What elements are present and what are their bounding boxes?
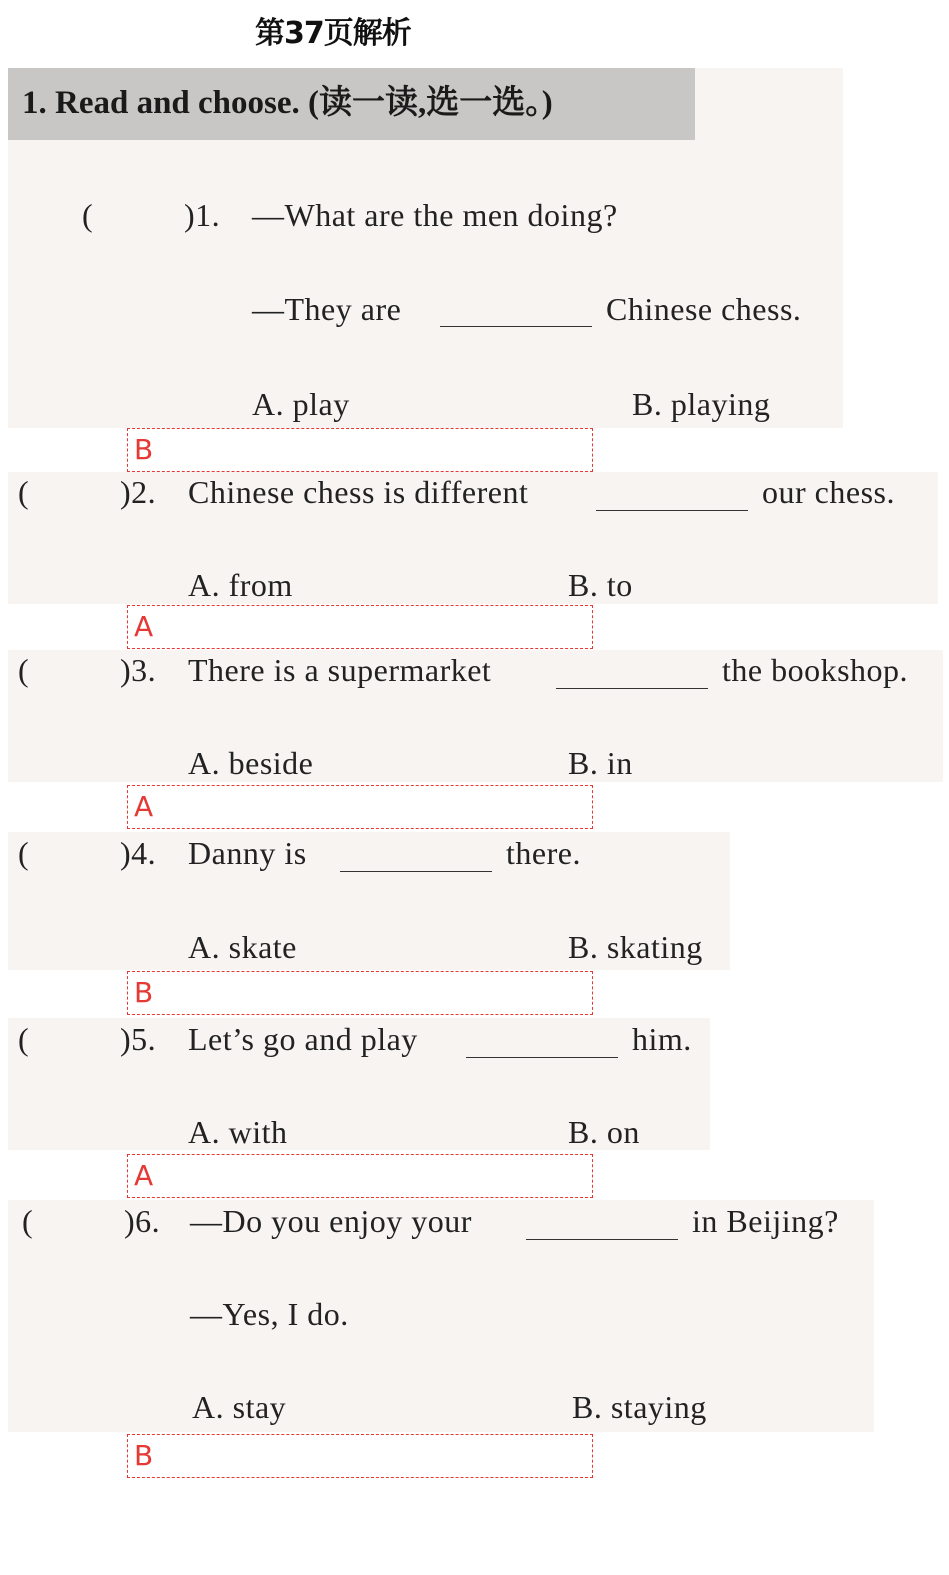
option-a: A. beside [188,745,314,781]
answer-box [127,428,593,472]
question-stem: Chinese chess is different [188,474,529,510]
question-stem: —What are the men doing? [252,197,618,233]
question-stem-end: there. [506,835,581,871]
answer-blank [556,688,708,689]
answer-paren-open: ( [18,1021,30,1057]
option-a: A. with [188,1114,288,1150]
question-stem-line2: —Yes, I do. [190,1296,349,1332]
answer-text: A [134,790,154,823]
answer-paren-open: ( [82,197,94,233]
question-number: )6. [124,1203,161,1239]
question-stem-line2: —They are [252,291,402,327]
option-b: B. playing [632,386,771,422]
answer-box [127,1154,593,1198]
option-a: A. play [252,386,350,422]
option-a: A. stay [192,1389,287,1425]
question-stem: —Do you enjoy your [190,1203,472,1239]
answer-text: B [134,433,154,466]
option-a: A. skate [188,929,297,965]
option-b: B. skating [568,929,703,965]
option-b: B. to [568,567,633,603]
question-number: )1. [184,197,221,233]
option-b: B. in [568,745,633,781]
answer-box [127,605,593,649]
question-stem: Let’s go and play [188,1021,418,1057]
option-a: A. from [188,567,293,603]
answer-paren-open: ( [18,652,30,688]
answer-paren-open: ( [18,835,30,871]
answer-blank [340,871,492,872]
question-stem-end: him. [632,1021,692,1057]
option-b: B. on [568,1114,640,1150]
option-b: B. staying [572,1389,707,1425]
question-number: )5. [120,1021,157,1057]
answer-paren-open: ( [18,474,30,510]
page-title: 第37页解析 [255,16,411,51]
question-stem: There is a supermarket [188,652,492,688]
question-stem: Danny is [188,835,307,871]
question-stem-line2-end: Chinese chess. [606,291,802,327]
question-number: )4. [120,835,157,871]
question-stem-end: our chess. [762,474,895,510]
answer-blank [596,510,748,511]
answer-text: A [134,1159,154,1192]
answer-text: B [134,976,154,1009]
answer-box [127,971,593,1015]
answer-box [127,1434,593,1478]
answer-blank [466,1057,618,1058]
answer-blank [526,1239,678,1240]
question-number: )3. [120,652,157,688]
question-stem-end: the bookshop. [722,652,909,688]
section-header: 1. Read and choose. (读一读,选一选。) [22,85,553,121]
answer-blank [440,326,592,327]
answer-box [127,785,593,829]
answer-paren-open: ( [22,1203,34,1239]
answer-text: B [134,1439,154,1472]
answer-text: A [134,610,154,643]
question-stem-end: in Beijing? [692,1203,839,1239]
question-number: )2. [120,474,157,510]
